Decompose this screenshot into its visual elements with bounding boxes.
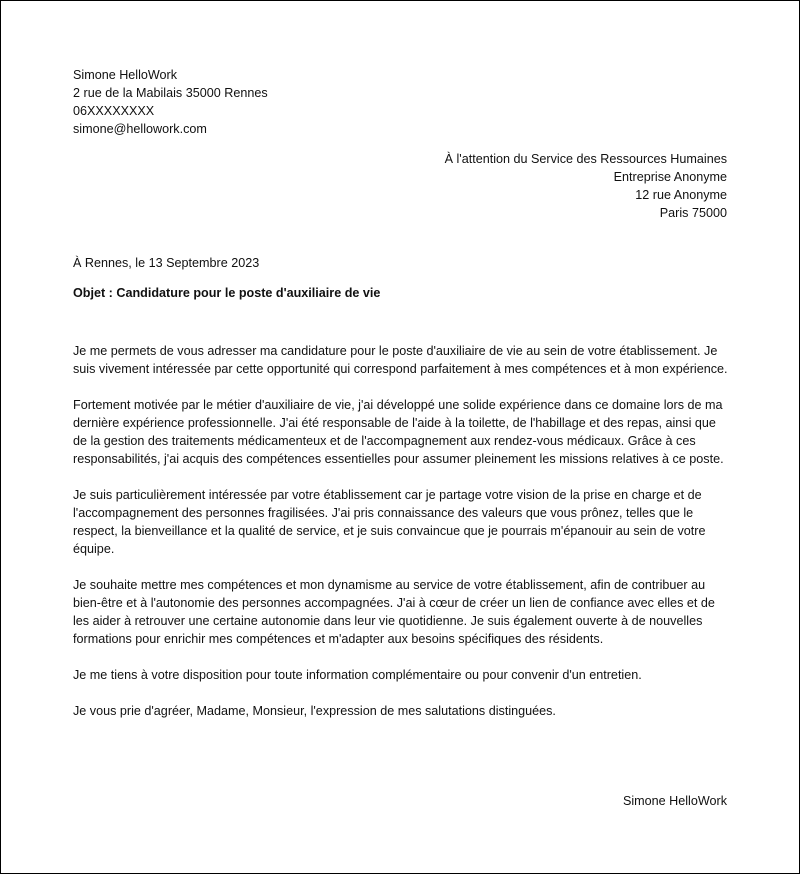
recipient-block [445, 150, 727, 222]
sender-address: 2 rue de la Mabilais 35000 Rennes [73, 86, 268, 100]
sender-name: Simone HelloWork [73, 68, 178, 82]
body-paragraph: Fortement motivée par le métier d'auxiliaire de vie, j'ai développé une solide expérience dans ce domaine lors de ma dernière expérience professionnelle. J'ai été responsable de l'aide à la toilette, de l'habillage et des repas, ainsi que de la gestion des traitements médicamenteux et de l'accompagnement aux rendez-vous médicaux. Grâce à ces responsabilités, j'ai acquis des compétences essentielles pour assumer pleinement les missions relatives à ce poste. [73, 398, 724, 466]
letter-body [73, 342, 729, 738]
recipient-attention: À l'attention du Service des Ressources Humaines [444, 152, 727, 166]
body-paragraph: Je me permets de vous adresser ma candidature pour le poste d'auxiliaire de vie au sein de votre établissement. Je suis vivement intéressée par cette opportunité qui correspond parfaitement à mes compétences et à mon expérience. [73, 344, 728, 376]
sender-phone: 06XXXXXXXX [73, 104, 155, 118]
recipient-company: Entreprise Anonyme [613, 170, 727, 184]
sender-email: simone@hellowork.com [73, 122, 207, 136]
recipient-street: 12 rue Anonyme [635, 188, 727, 202]
body-paragraph: Je suis particulièrement intéressée par votre établissement car je partage votre vision de la prise en charge et de l'accompagnement des personnes fragilisées. J'ai pris connaissance des valeurs que vous prônez, telles que le respect, la bienveillance et la qualité de service, et je suis convaincue que je pourrais m'épanouir au sein de votre équipe. [73, 488, 706, 556]
signature: Simone HelloWork [622, 794, 727, 808]
body-paragraph: Je me tiens à votre disposition pour toute information complémentaire ou pour convenir d'un entretien. [73, 668, 642, 682]
closing-paragraph: Je vous prie d'agréer, Madame, Monsieur, l'expression de mes salutations distinguées. [73, 704, 556, 718]
body-paragraph: Je souhaite mettre mes compétences et mon dynamisme au service de votre établissement, afin de contribuer au bien-être et à l'autonomie des personnes accompagnées. J'ai à cœur de créer un lien de confiance avec elles et de les aider à retrouver une certaine autonomie dans leur vie quotidienne. Je suis également ouverte à de nouvelles formations pour enrichir mes compétences et m'adapter aux besoins spécifiques des résidents. [73, 578, 715, 646]
letter-subject: Objet : Candidature pour le poste d'auxiliaire de vie [73, 286, 381, 300]
sender-block [73, 66, 268, 138]
letter-date: À Rennes, le 13 Septembre 2023 [73, 256, 260, 270]
recipient-city: Paris 75000 [659, 206, 727, 220]
